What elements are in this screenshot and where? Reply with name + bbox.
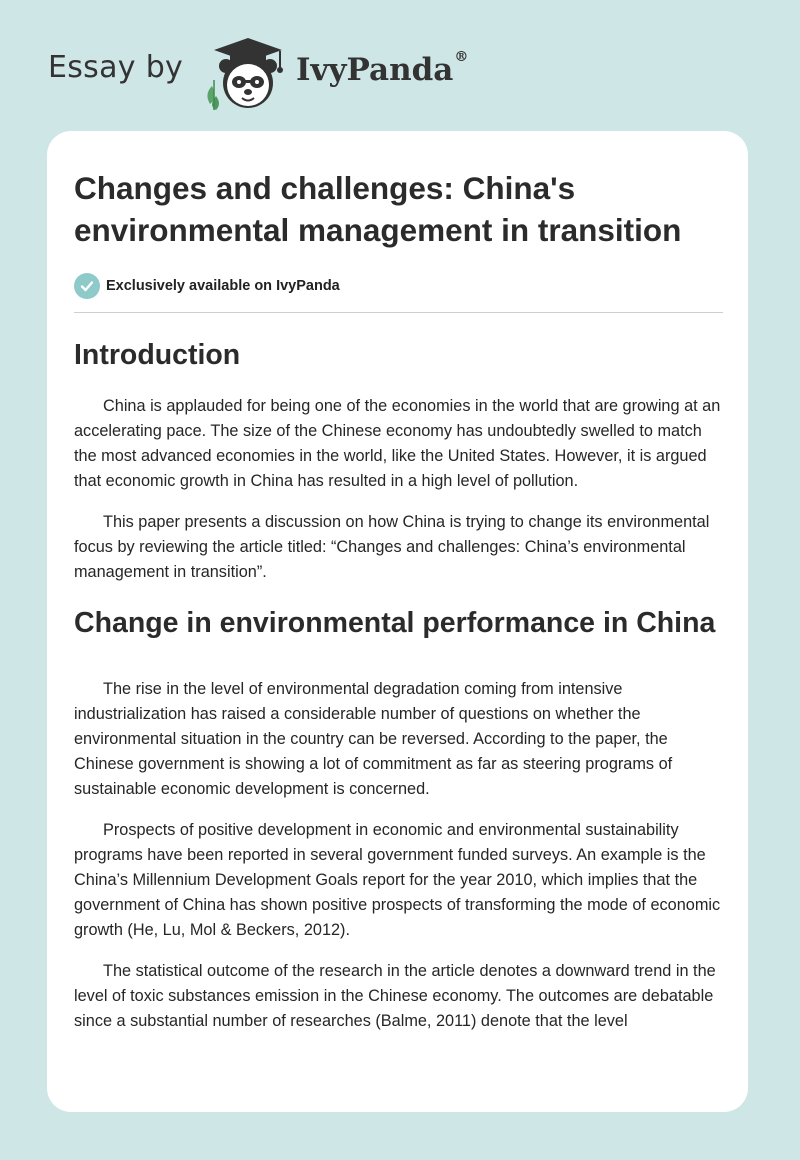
paragraph: This paper presents a discussion on how China is trying to change its environmental focus by reviewing the article titled: “Changes and challenges: China’s environmental management in transition”. xyxy=(74,513,710,581)
paragraph: China is applauded for being one of the economies in the world that are growing at an accelerating pace. The size of the Chinese economy has undoubtedly swelled to match the most advanced economies in the world, like the United States. However, it is argued that economic growth in China has resulted in a high level of pollution. xyxy=(74,397,721,490)
brand-text: IvyPanda xyxy=(296,52,454,88)
panda-logo-icon xyxy=(202,36,292,110)
essay-by-label: Essay by xyxy=(48,50,184,85)
section-heading-introduction: Introduction xyxy=(74,339,241,371)
ivypanda-logo[interactable] xyxy=(202,36,292,110)
page-title: Changes and challenges: China's environmental management in transition xyxy=(74,170,682,248)
paragraph: The statistical outcome of the research in the article denotes a downward trend in the level of toxic substances emission in the Chinese economy. The outcomes are debatable since a substantial number of researches (Balme, 2011) denote that the level xyxy=(74,962,716,1030)
registered-mark: ® xyxy=(454,48,469,65)
essay-card xyxy=(47,131,748,1112)
essay-content xyxy=(74,167,724,1034)
exclusive-badge xyxy=(74,273,724,299)
section-heading-change: Change in environmental performance in China xyxy=(74,607,716,639)
site-header xyxy=(0,0,800,120)
brand-name[interactable] xyxy=(296,48,469,88)
exclusive-badge-label: Exclusively available on IvyPanda xyxy=(106,278,340,294)
paragraph: The rise in the level of environmental degradation coming from intensive industrialization has raised a considerable number of questions on whether the environmental situation in the country can be reversed. According to the paper, the Chinese government is showing a lot of commitment as far as steering programs of sustainable economic development is concerned. xyxy=(74,680,673,798)
title-divider xyxy=(74,312,723,313)
paragraph: Prospects of positive development in economic and environmental sustainability programs have been reported in several government funded surveys. An example is the China’s Millennium Development Goals report for the year 2010, which implies that the government of China has shown positive prospects of transforming the mode of economic growth (He, Lu, Mol & Beckers, 2012). xyxy=(74,821,721,939)
check-circle-icon xyxy=(74,273,100,299)
